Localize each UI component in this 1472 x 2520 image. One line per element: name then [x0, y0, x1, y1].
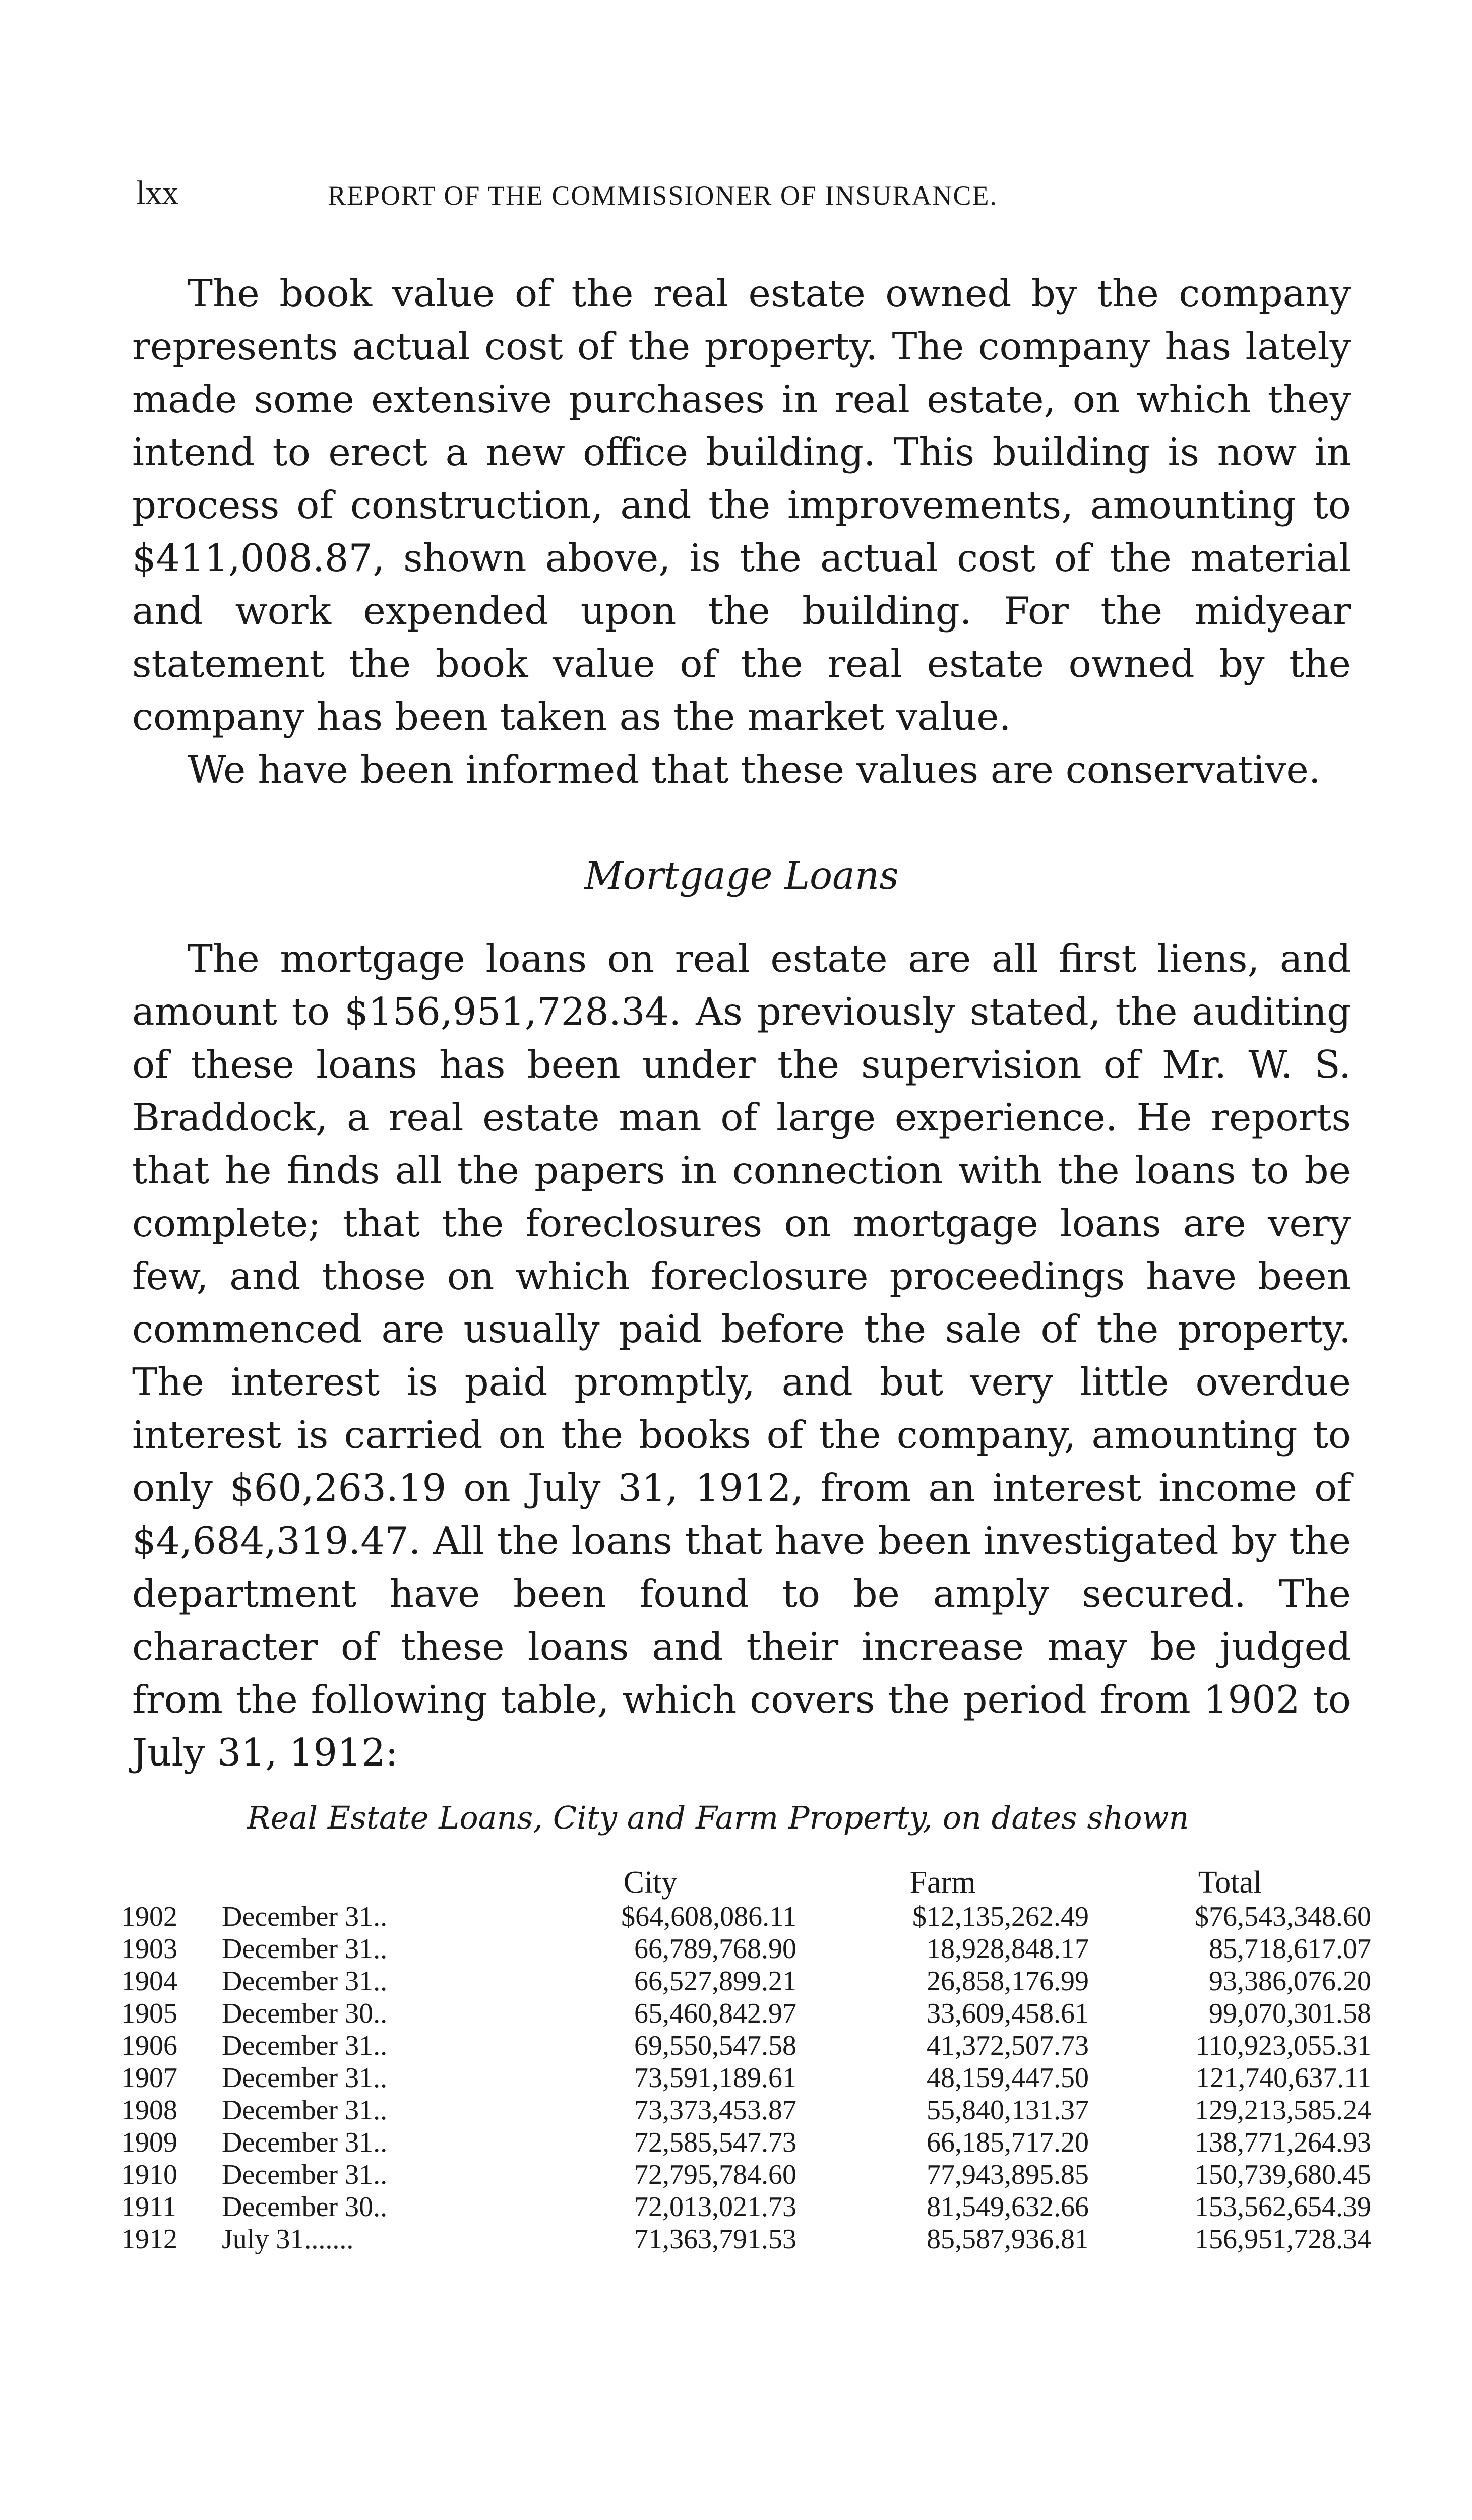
cell-farm: 77,943,895.85: [927, 2159, 1089, 2190]
cell-total: 85,718,617.07: [1209, 1933, 1371, 1965]
cell-year: 1904: [121, 1966, 177, 1997]
cell-city: 69,550,547.58: [634, 2030, 796, 2061]
paragraph-conservative: We have been informed that these values are conservative.: [188, 747, 1321, 792]
cell-date: December 30..: [222, 1998, 388, 2029]
cell-farm: 48,159,447.50: [927, 2062, 1089, 2094]
header-year: [121, 1865, 222, 1901]
cell-year: 1903: [121, 1933, 177, 1965]
cell-city: 66,527,899.21: [634, 1966, 796, 1997]
body-text: [132, 267, 1351, 1779]
section-heading: Mortgage Loans: [584, 853, 899, 898]
cell-city: $64,608,086.11: [621, 1901, 796, 1932]
cell-date: December 31..: [222, 2030, 388, 2061]
cell-date: December 31..: [222, 2159, 388, 2190]
cell-city: 72,013,021.73: [634, 2191, 796, 2223]
cell-year: 1908: [121, 2095, 177, 2126]
cell-year: 1902: [121, 1901, 177, 1932]
table-row: [121, 1901, 1371, 1933]
cell-farm: 26,858,176.99: [927, 1966, 1089, 1997]
table-row: [121, 2191, 1371, 2223]
cell-date: December 30..: [222, 2191, 388, 2223]
table-caption: Real Estate Loans, City and Farm Property, on dates shown: [247, 1799, 1189, 1836]
cell-city: 73,591,189.61: [634, 2062, 796, 2094]
cell-total: 138,771,264.93: [1195, 2127, 1371, 2158]
table-row: [121, 1965, 1371, 1997]
cell-year: 1906: [121, 2030, 177, 2061]
cell-year: 1910: [121, 2159, 177, 2190]
header-farm: Farm: [909, 1865, 976, 1900]
cell-total: 129,213,585.24: [1195, 2095, 1371, 2126]
cell-date: December 31..: [222, 2095, 388, 2126]
cell-farm: 55,840,131.37: [927, 2095, 1089, 2126]
cell-total: $76,543,348.60: [1195, 1901, 1371, 1932]
table-row: [121, 2030, 1371, 2062]
cell-city: 71,363,791.53: [634, 2224, 796, 2255]
table-row: [121, 2223, 1371, 2255]
cell-total: 153,562,654.39: [1195, 2191, 1371, 2223]
page-number: lxx: [136, 174, 179, 211]
table-row: [121, 1997, 1371, 2030]
cell-total: 110,923,055.31: [1196, 2030, 1371, 2061]
cell-farm: 85,587,936.81: [927, 2224, 1089, 2255]
header-total: Total: [1198, 1865, 1262, 1900]
table-row: [121, 1933, 1371, 1965]
cell-total: 93,386,076.20: [1209, 1966, 1371, 1997]
cell-farm: 66,185,717.20: [927, 2127, 1089, 2158]
cell-date: July 31.......: [222, 2224, 354, 2255]
cell-date: December 31..: [222, 1933, 388, 1965]
cell-date: December 31..: [222, 1966, 388, 1997]
cell-farm: 33,609,458.61: [927, 1998, 1089, 2029]
header-date: [222, 1865, 504, 1901]
table-row: [121, 2062, 1371, 2094]
paragraph-mortgage-loans: The mortgage loans on real estate are all first liens, and amount to $156,951,728.34. As previously stated, the auditing of these loans has been under the supervision of Mr. W. S. Braddock, a real estate man of large experience. He reports that he finds all the papers in connection with the loans to be complete; that the foreclosures on mortgage loans are very few, and those on which foreclosure proceedings have been commenced are usually paid before the sale of the property. The interest is paid promptly, and but very little overdue interest is carried on the books of the company, amounting to only $60,263.19 on July 31, 1912, from an interest income of $4,684,319.47. All the loans that have been investigated by the department have been found to be amply secured. The character of these loans and their increase may be judged from the following table, which covers the period from 1902 to July 31, 1912:: [132, 936, 1351, 1775]
table-row: [121, 2126, 1371, 2159]
running-title: REPORT OF THE COMMISSIONER OF INSURANCE.: [328, 180, 998, 211]
page-header: [136, 174, 1346, 224]
cell-year: 1911: [121, 2191, 176, 2223]
cell-date: December 31..: [222, 1901, 388, 1932]
cell-farm: 18,928,848.17: [927, 1933, 1089, 1965]
cell-farm: $12,135,262.49: [912, 1901, 1089, 1932]
loans-table: [121, 1865, 1371, 2255]
header-city: City: [623, 1865, 678, 1900]
cell-total: 150,739,680.45: [1195, 2159, 1371, 2190]
cell-city: 66,789,768.90: [634, 1933, 796, 1965]
cell-city: 72,795,784.60: [634, 2159, 796, 2190]
cell-date: December 31..: [222, 2127, 388, 2158]
cell-year: 1907: [121, 2062, 177, 2094]
table-header-row: [121, 1865, 1371, 1901]
cell-total: 99,070,301.58: [1209, 1998, 1371, 2029]
cell-year: 1909: [121, 2127, 177, 2158]
table-row: [121, 2094, 1371, 2126]
cell-farm: 81,549,632.66: [927, 2191, 1089, 2223]
cell-total: 121,740,637.11: [1196, 2062, 1371, 2094]
cell-year: 1905: [121, 1998, 177, 2029]
cell-farm: 41,372,507.73: [927, 2030, 1089, 2061]
cell-year: 1912: [121, 2224, 177, 2255]
cell-city: 65,460,842.97: [634, 1998, 796, 2029]
cell-city: 72,585,547.73: [634, 2127, 796, 2158]
table-row: [121, 2159, 1371, 2191]
cell-city: 73,373,453.87: [634, 2095, 796, 2126]
paragraph-real-estate: The book value of the real estate owned by the company represents actual cost of the property. The company has lately made some extensive purchases in real estate, on which they intend to erect a new office building. This building is now in process of construction, and the improvements, amounting to $411,008.87, shown above, is the actual cost of the material and work expended upon the building. For the midyear statement the book value of the real estate owned by the company has been taken as the market value.: [132, 271, 1351, 739]
cell-date: December 31..: [222, 2062, 388, 2094]
cell-total: 156,951,728.34: [1195, 2224, 1371, 2255]
